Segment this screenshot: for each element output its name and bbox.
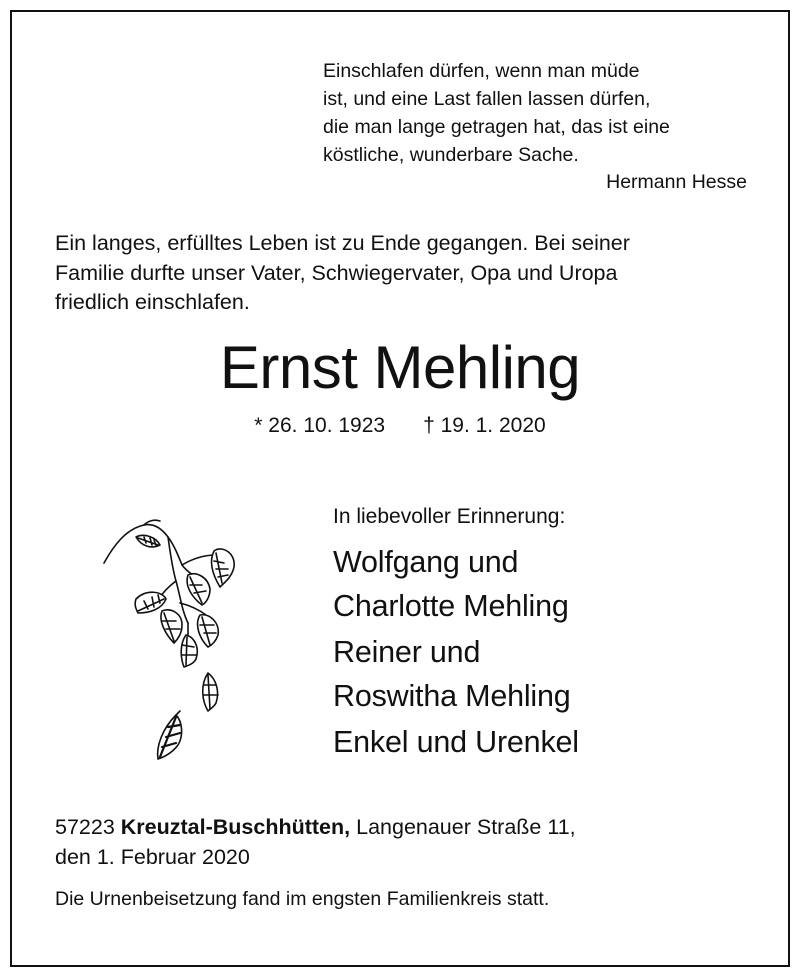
mourner-line: Charlotte Mehling: [333, 589, 569, 623]
mourner-line: Reiner und: [333, 635, 481, 669]
mourner-group: [333, 720, 753, 764]
city-name: Kreuztal-Buschhütten,: [120, 815, 351, 839]
address-block: [55, 812, 755, 872]
mourner-line: Roswitha Mehling: [333, 679, 571, 713]
address-line: [55, 812, 755, 842]
mourner-group: [333, 540, 753, 628]
deceased-name: Ernst Mehling: [219, 334, 581, 401]
life-dates: [0, 411, 800, 441]
street-address: Langenauer Straße 11,: [356, 815, 576, 839]
quote-line: Einschlafen dürfen, wenn man müde: [323, 60, 640, 82]
postal-code: 57223: [55, 815, 115, 839]
mourner-line: Enkel und Urenkel: [333, 725, 579, 759]
mourners-list: [333, 540, 753, 764]
intro-text: [55, 229, 747, 318]
quote-line: die man lange getragen hat, das ist eine: [323, 116, 670, 138]
mourner-group: [333, 630, 753, 718]
poem-quote: [323, 57, 747, 169]
birth-date: * 26. 10. 1923: [254, 414, 386, 437]
intro-line: friedlich einschlafen.: [55, 290, 250, 314]
quote-line: köstliche, wunderbare Sache.: [323, 144, 579, 166]
birch-branch-icon: [96, 515, 246, 770]
burial-note: Die Urnenbeisetzung fand im engsten Familienkreis statt.: [55, 888, 550, 910]
quote-author: Hermann Hesse: [606, 171, 747, 193]
intro-line: Ein langes, erfülltes Leben ist zu Ende gegangen. Bei seiner: [55, 231, 630, 255]
mourners-intro: In liebevoller Erinnerung:: [333, 505, 566, 528]
quote-line: ist, und eine Last fallen lassen dürfen,: [323, 88, 651, 110]
intro-line: Familie durfte unser Vater, Schwiegervater, Opa und Uropa: [55, 260, 618, 285]
mourner-line: Wolfgang und: [333, 545, 519, 579]
date-line: den 1. Februar 2020: [55, 845, 250, 869]
death-date: † 19. 1. 2020: [423, 414, 546, 437]
